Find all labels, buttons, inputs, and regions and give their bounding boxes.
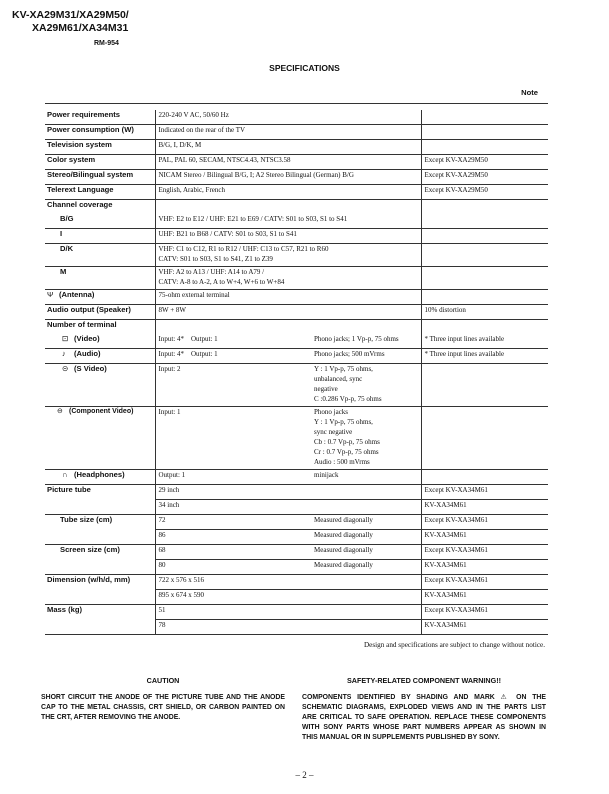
spec-label-text: (Audio): [74, 349, 101, 358]
spec-label: I: [45, 229, 155, 244]
spec-label-text: (Video): [74, 334, 100, 343]
video-input-icon: ⊡: [62, 334, 69, 343]
spec-value: 220-240 V AC, 50/60 Hz: [155, 110, 421, 125]
page-title: SPECIFICATIONS: [269, 63, 340, 73]
table-row: [45, 364, 548, 407]
spec-value: 86: [155, 530, 311, 545]
spec-label: Television system: [45, 140, 155, 155]
table-row: [45, 305, 548, 320]
table-row: [45, 155, 548, 170]
note-column-header: Note: [421, 83, 548, 104]
terminal-input: Input: 1: [155, 407, 311, 470]
table-row: [45, 407, 548, 470]
spec-label-text: (S Video): [74, 364, 107, 373]
table-row: [45, 515, 548, 530]
spec-value: 78: [155, 620, 421, 635]
spec-label: [45, 290, 155, 305]
spec-desc: Measured diagonally: [311, 530, 421, 545]
terminal-spec-line: Y : 1 Vp-p, 75 ohms,: [314, 365, 373, 373]
page-number: – 2 –: [295, 770, 314, 780]
spec-label: Screen size (cm): [45, 545, 155, 560]
table-row: [45, 349, 548, 364]
terminal-spec: Phono jacks; 500 mVrms: [311, 349, 421, 364]
terminal-spec-line: sync negative: [314, 428, 353, 436]
headphones-icon: ∩: [62, 470, 68, 479]
table-row: [45, 244, 548, 267]
spec-note: KV-XA34M61: [421, 500, 548, 515]
spec-label: M: [45, 267, 155, 290]
safety-title: SAFETY-RELATED COMPONENT WARNING!!: [347, 676, 501, 685]
spec-label-text: (Component Video): [69, 408, 134, 415]
spec-value: VHF: E2 to E12 / UHF: E21 to E69 / CATV: S01 to S03, S1 to S41: [155, 214, 421, 229]
spec-label: Picture tube: [45, 485, 155, 500]
terminal-output: Output: 1: [190, 335, 218, 343]
spec-desc: Measured diagonally: [311, 560, 421, 575]
terminal-spec-line: Audio : 500 mVrms: [314, 458, 370, 466]
spec-note: * Three input lines available: [421, 334, 548, 349]
table-row: [45, 110, 548, 125]
table-row: [45, 214, 548, 229]
spec-note: KV-XA34M61: [421, 620, 548, 635]
spec-label: Dimension (w/h/d, mm): [45, 575, 155, 590]
spec-value: PAL, PAL 60, SECAM, NTSC4.43, NTSC3.58: [155, 155, 421, 170]
spec-value: 722 x 576 x 516: [155, 575, 421, 590]
spec-value: 51: [155, 605, 421, 620]
table-row: [45, 185, 548, 200]
table-row: [45, 140, 548, 155]
spec-label: Mass (kg): [45, 605, 155, 620]
terminal-spec-line: Phono jacks: [314, 408, 349, 416]
change-notice: Design and specifications are subject to change without notice.: [363, 641, 545, 649]
table-row: [45, 267, 548, 290]
spec-label: Channel coverage: [45, 200, 155, 215]
spec-label-text: (Headphones): [74, 470, 125, 479]
spec-label: [45, 364, 155, 407]
terminal-input: Input: 2: [155, 364, 311, 407]
spec-note: Except KV-XA29M50: [421, 155, 548, 170]
spec-value: [155, 244, 421, 267]
table-row: [45, 125, 548, 140]
safety-warning-section: [302, 676, 546, 743]
spec-desc: Measured diagonally: [311, 515, 421, 530]
spec-value: 72: [155, 515, 311, 530]
spec-value-line: VHF: C1 to C12, R1 to R12 / UHF: C13 to C57, R21 to R60: [158, 245, 329, 253]
table-row: [45, 290, 548, 305]
safety-text: COMPONENTS IDENTIFIED BY SHADING AND MARK ⚠ ON THE SCHEMATIC DIAGRAMS, EXPLODED VIEWS AND IN THE PARTS LIST ARE CRITICAL TO SAFE OPERATION. REPLACE THESE COMPONENTS WITH SONY PARTS WHOSE PART NUMBERS APPEAR AS SHOWN IN THIS MANUAL OR IN SUPPLEMENTS PUBLISHED BY SONY.: [302, 694, 546, 741]
spec-label: Power consumption (W): [45, 125, 155, 140]
spec-value-line: CATV: S01 to S03, S1 to S41, Z1 to Z39: [158, 255, 273, 263]
spec-value: NICAM Stereo / Bilingual B/G, I; A2 Stereo Bilingual (German) B/G: [155, 170, 421, 185]
spec-note: 10% distortion: [421, 305, 548, 320]
table-header-row: [45, 83, 548, 104]
terminal-spec-line: Cr : 0.7 Vp-p, 75 ohms: [314, 448, 379, 456]
spec-note: KV-XA34M61: [421, 530, 548, 545]
spec-value: UHF: B21 to B68 / CATV: S01 to S03, S1 to S41: [155, 229, 421, 244]
table-row: [45, 500, 548, 515]
terminal-output: Output: 1: [190, 350, 218, 358]
spec-label: [45, 334, 155, 349]
terminal-spec-line: unbalanced, sync: [314, 375, 363, 383]
terminal-spec-line: Y : 1 Vp-p, 75 ohms,: [314, 418, 373, 426]
spec-label: [45, 349, 155, 364]
spec-label: [45, 470, 155, 485]
table-row: [45, 485, 548, 500]
spec-value: 8W + 8W: [155, 305, 421, 320]
spec-label: Power requirements: [45, 110, 155, 125]
component-video-icon: ⊖: [57, 408, 63, 415]
spec-label-text: (Antenna): [59, 290, 95, 299]
model-line-2: XA29M61/XA34M31: [32, 22, 129, 34]
spec-note: Except KV-XA34M61: [421, 575, 548, 590]
spec-value: 29 inch: [155, 485, 421, 500]
spec-value: 895 x 674 x 590: [155, 590, 421, 605]
terminal-spec-line: Cb : 0.7 Vp-p, 75 ohms: [314, 438, 380, 446]
table-row: [45, 605, 548, 620]
spec-value: [155, 267, 421, 290]
spec-value: 80: [155, 560, 311, 575]
s-video-icon: ⊝: [62, 364, 69, 373]
spec-label: Color system: [45, 155, 155, 170]
spec-desc: Measured diagonally: [311, 545, 421, 560]
spec-note: Except KV-XA29M50: [421, 170, 548, 185]
caution-title: CAUTION: [146, 676, 180, 685]
spec-label: Audio output (Speaker): [45, 305, 155, 320]
table-row: [45, 334, 548, 349]
spec-note: KV-XA34M61: [421, 590, 548, 605]
terminal-spec-line: C :0.286 Vp-p, 75 ohms: [314, 395, 382, 403]
model-line-1: KV-XA29M31/XA29M50/: [12, 9, 129, 21]
spec-value-line: VHF: A2 to A13 / UHF: A14 to A79 /: [158, 268, 265, 276]
spec-note: KV-XA34M61: [421, 560, 548, 575]
model-numbers: [12, 9, 129, 35]
spec-value: B/G, I, D/K, M: [155, 140, 421, 155]
spec-value: 68: [155, 545, 311, 560]
specifications-table: [45, 83, 548, 635]
spec-label: Tube size (cm): [45, 515, 155, 530]
spec-note: * Three input lines available: [421, 349, 548, 364]
spec-note: Except KV-XA34M61: [421, 605, 548, 620]
table-row: [45, 575, 548, 590]
caution-section: [41, 676, 285, 723]
table-row: [45, 200, 548, 215]
spec-value: 34 inch: [155, 500, 421, 515]
terminal-input: Input: 4*: [158, 350, 184, 358]
table-row: [45, 620, 548, 635]
terminal-output: Output: 1: [155, 470, 311, 485]
spec-note: Except KV-XA34M61: [421, 545, 548, 560]
spec-note: Except KV-XA34M61: [421, 485, 548, 500]
spec-label: Stereo/Bilingual system: [45, 170, 155, 185]
spec-value: English, Arabic, French: [155, 185, 421, 200]
table-row: [45, 229, 548, 244]
spec-value: [155, 349, 311, 364]
terminal-spec-line: negative: [314, 385, 338, 393]
spec-value: [155, 334, 311, 349]
audio-note-icon: ♪: [62, 349, 66, 358]
table-row: [45, 470, 548, 485]
spec-note: Except KV-XA34M61: [421, 515, 548, 530]
antenna-icon: Ψ: [47, 290, 54, 299]
table-row: [45, 320, 548, 335]
spec-label: Telerext Language: [45, 185, 155, 200]
terminal-input: Input: 4*: [158, 335, 184, 343]
table-row: [45, 590, 548, 605]
table-row: [45, 545, 548, 560]
spec-value-line: CATV: A-8 to A-2, A to W+4, W+6 to W+84: [158, 278, 285, 286]
table-row: [45, 560, 548, 575]
terminal-spec: [311, 364, 421, 407]
terminal-spec: [311, 407, 421, 470]
spec-label: B/G: [45, 214, 155, 229]
spec-value: Indicated on the rear of the TV: [155, 125, 421, 140]
terminal-spec: Phono jacks; 1 Vp-p, 75 ohms: [311, 334, 421, 349]
spec-label: Number of terminal: [45, 320, 155, 335]
table-row: [45, 530, 548, 545]
spec-label: D/K: [45, 244, 155, 267]
spec-note: Except KV-XA29M50: [421, 185, 548, 200]
spec-value: 75-ohm external terminal: [155, 290, 421, 305]
caution-text: SHORT CIRCUIT THE ANODE OF THE PICTURE TUBE AND THE ANODE CAP TO THE METAL CHASSIS, CRT SHIELD, OR CARBON PAINTED ON THE CRT, AFTER REMOVING THE ANODE.: [41, 694, 285, 721]
spec-label: [45, 407, 155, 470]
chassis-label: RM-954: [94, 40, 119, 47]
terminal-spec: minijack: [311, 470, 421, 485]
table-row: [45, 170, 548, 185]
